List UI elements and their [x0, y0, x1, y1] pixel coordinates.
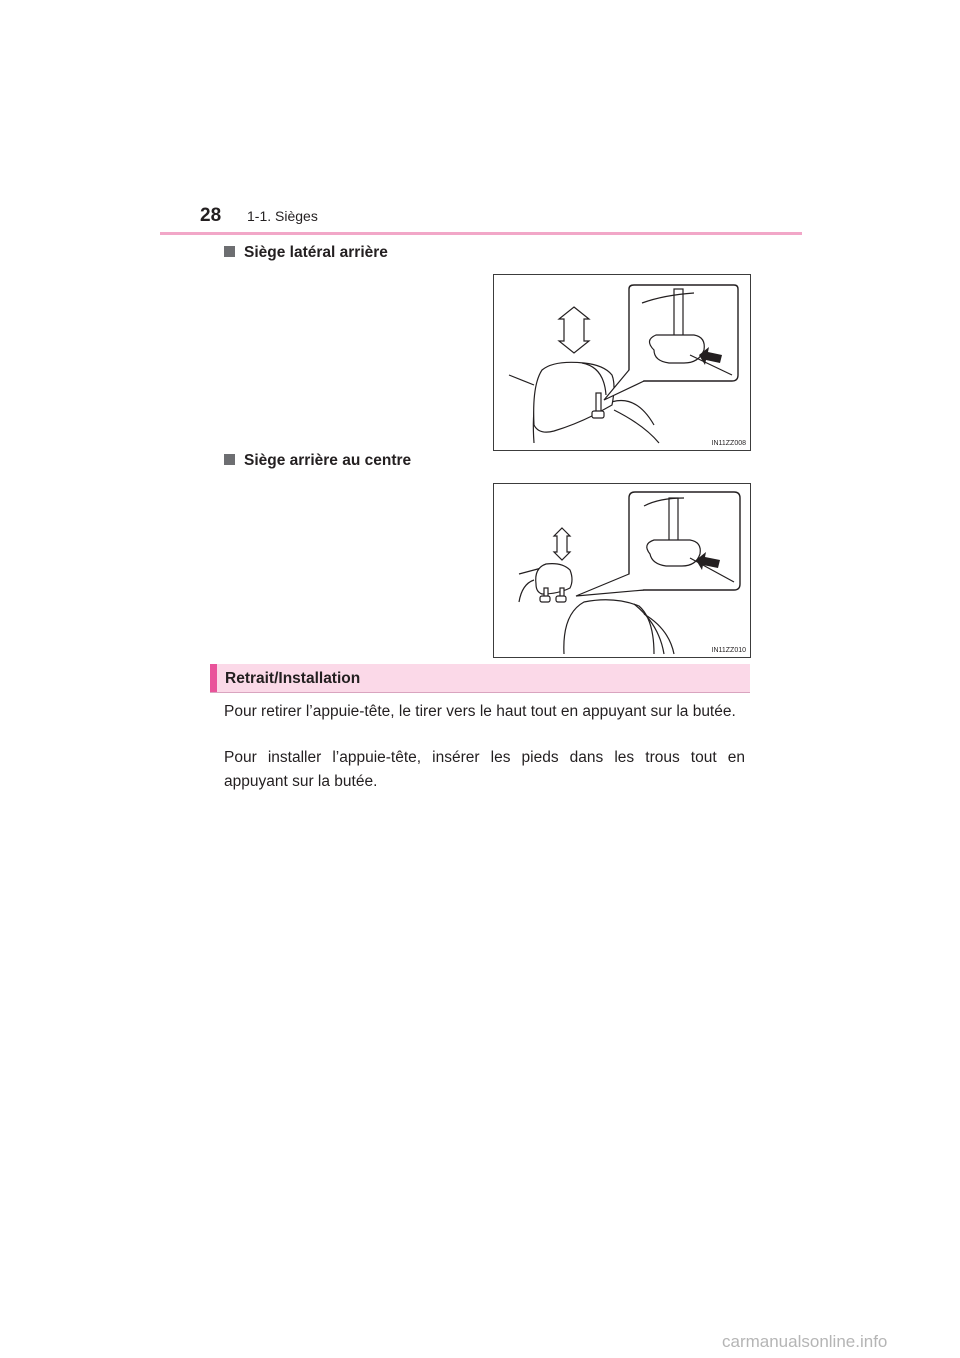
- paragraph-installation: Pour installer l’appuie-tête, insérer les pieds dans les trous tout en appuyant sur la butée.: [224, 749, 745, 790]
- subhead-side-rear: [224, 244, 388, 262]
- figure-code: IN11ZZ008: [711, 440, 746, 447]
- headrest-center-illustration: [494, 484, 750, 657]
- paragraph-removal: Pour retirer l’appuie-tête, le tirer vers le haut tout en appuyant sur la butée.: [224, 703, 736, 720]
- subhead-side-rear-text: Siège latéral arrière: [244, 244, 388, 261]
- page-number: 28: [200, 205, 222, 226]
- figure-side-rear-headrest: [493, 274, 751, 451]
- section-heading: Retrait/Installation: [225, 670, 361, 687]
- headrest-side-illustration: [494, 275, 750, 450]
- square-bullet-icon: [224, 454, 235, 465]
- subhead-center-rear-text: Siège arrière au centre: [244, 452, 412, 469]
- section-heading-bar: [210, 664, 750, 693]
- subhead-center-rear: [224, 452, 411, 470]
- figure-code: IN11ZZ010: [711, 647, 746, 654]
- figure-center-rear-headrest: [493, 483, 751, 658]
- header-rule: [160, 232, 802, 235]
- section-title: 1-1. Sièges: [247, 208, 318, 224]
- watermark: carmanualsonline.info: [722, 1332, 888, 1351]
- section-heading-underline: [210, 692, 750, 693]
- square-bullet-icon: [224, 246, 235, 257]
